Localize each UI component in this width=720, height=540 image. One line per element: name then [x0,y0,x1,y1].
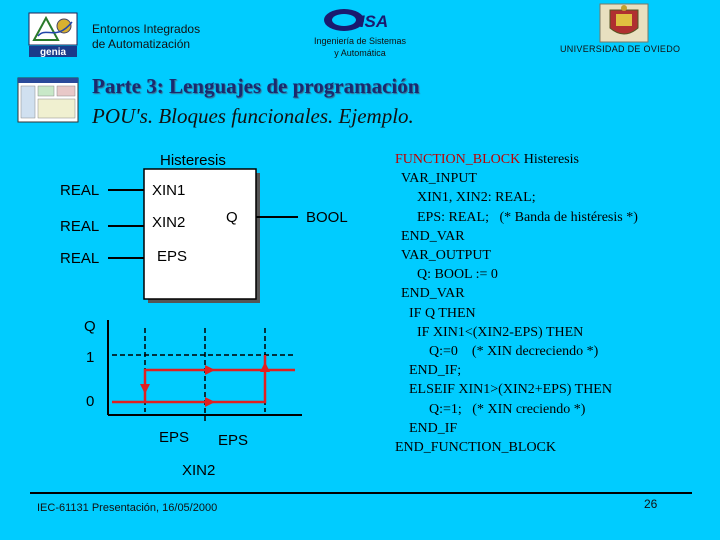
code-line: VAR_OUTPUT [401,248,491,264]
isa-logo-text: ISA [359,12,389,31]
block-name: Histeresis [160,152,226,169]
code-comment: (* XIN decreciendo *) [471,344,599,360]
arrow-right-icon [205,365,215,375]
code-line: END_VAR [401,228,465,244]
code-line: XIN1, XIN2: REAL; [417,190,536,206]
code-line: END_VAR [401,286,465,302]
input-name-3: EPS [157,248,188,265]
code-block-name: Histeresis [520,152,579,167]
code-line: END_IF; [409,363,462,379]
code-line: Q:=1; (* XIN creciendo *) [429,401,586,417]
hysteresis-rising-path [112,370,265,402]
code-line: IF XIN1<(XIN2-EPS) THEN [417,324,584,340]
graph-eps-right: EPS [218,432,249,449]
input-name-1: XIN1 [152,182,186,199]
output-type: BOOL [306,209,348,226]
header-university: UNIVERSIDAD DE OVIEDO [560,44,681,54]
genia-logo-text: genia [39,47,67,58]
footer-text: IEC-61131 Presentación, 16/05/2000 [37,502,218,514]
header-course-line1: Entornos Integrados [92,22,201,36]
code-line: IF Q THEN [409,305,476,321]
code-line: EPS: REAL; (* Banda de histéresis *) [417,209,638,225]
page-number: 26 [644,497,658,511]
code-line: Q:=0 (* XIN decreciendo *) [429,344,599,360]
output-name: Q [226,209,238,226]
code-keyword: FUNCTION_BLOCK [395,152,521,167]
input-name-2: XIN2 [152,214,186,231]
slide-title: Parte 3: Lenguajes de programación [92,74,420,98]
code-line: Q: BOOL := 0 [417,267,498,283]
header-department-line2: y Automática [334,48,386,58]
code-listing [395,150,638,457]
input-type-1: REAL [60,182,100,199]
graph-eps-left: EPS [159,429,190,446]
slide-subtitle: POU's. Bloques funcionales. Ejemplo. [92,104,414,128]
graph-ylabel: Q [84,318,96,335]
arrow-right-lower-icon [205,397,215,407]
arrow-up-icon [260,362,270,372]
header-department-line1: Ingeniería de Sistemas [313,36,407,46]
footer-divider [30,492,692,494]
code-comment: (* XIN creciendo *) [472,401,586,417]
graph-level0: 0 [86,393,95,410]
arrow-down-icon [140,384,150,394]
code-line: END_FUNCTION_BLOCK [395,440,556,456]
code-line: VAR_INPUT [401,171,477,187]
code-comment: (* Banda de histéresis *) [499,209,638,225]
code-line: ELSEIF XIN1>(XIN2+EPS) THEN [409,382,612,398]
hysteresis-falling-path [145,370,295,402]
graph-level1: 1 [86,349,95,366]
header-course-line2: de Automatización [92,37,191,51]
graph-xlabel: XIN2 [182,462,216,479]
input-type-3: REAL [60,250,100,267]
code-line [395,150,638,169]
code-line: END_IF [409,420,458,436]
input-type-2: REAL [60,218,100,235]
